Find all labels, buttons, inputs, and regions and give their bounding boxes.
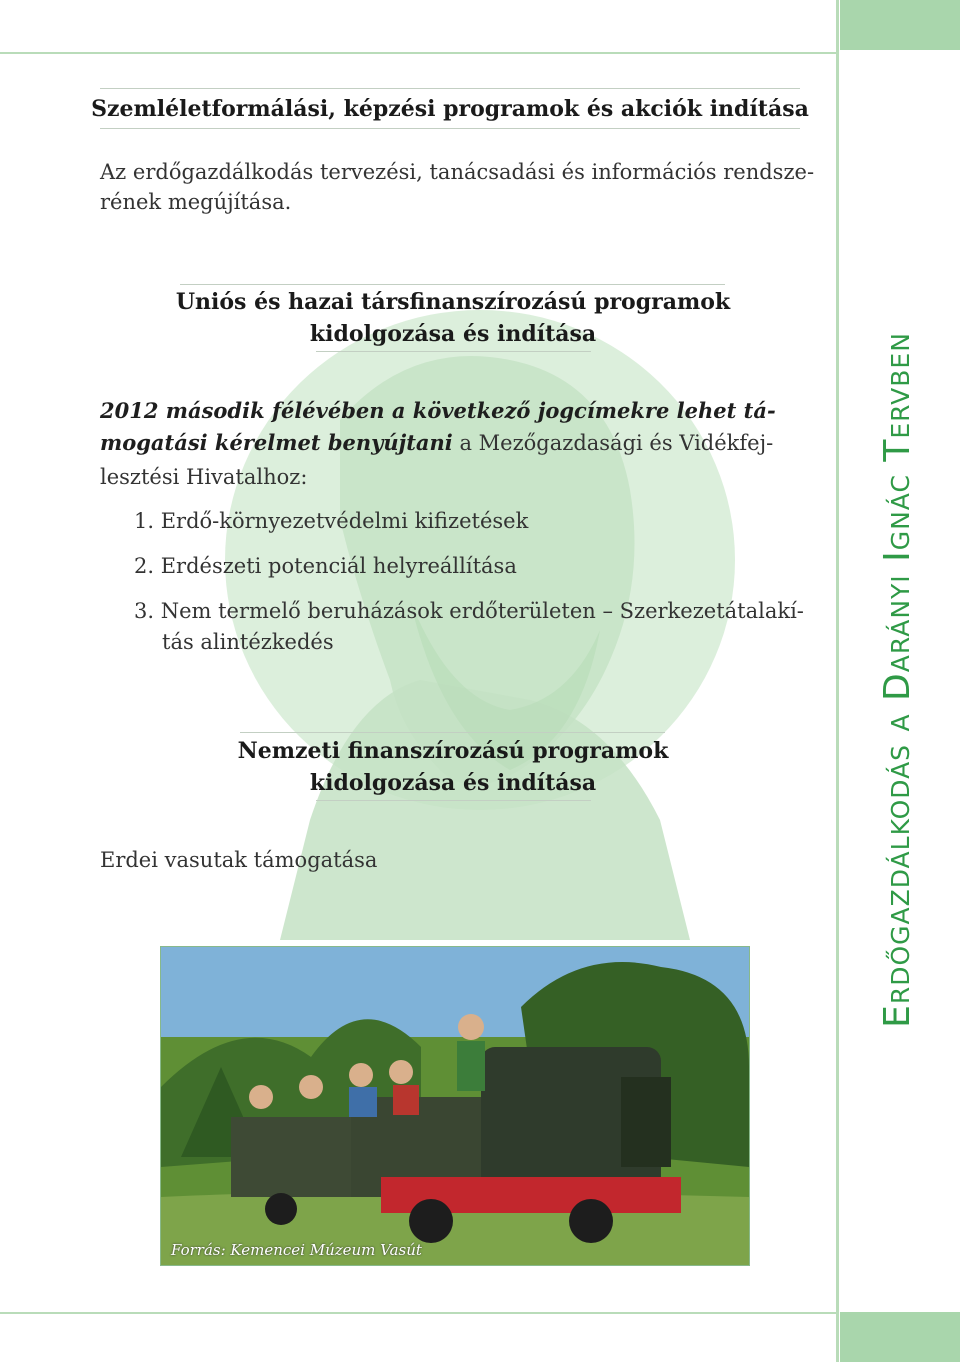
corner-block-top: [840, 0, 960, 50]
heading-rule: [180, 284, 725, 285]
heading-national-programs: kidolgozása és indítása: [309, 770, 597, 796]
heading-rule: [316, 351, 591, 352]
support-text-bold: mogatási kérelmet benyújtani: [100, 430, 453, 455]
heading-rule: [240, 732, 665, 733]
sidebar-title: Erdőgazdálkodás a Darányi Ignác Tervben: [877, 332, 918, 1028]
bottom-border: [0, 1312, 838, 1314]
heading-rule: [100, 88, 800, 89]
heading-rule: [100, 128, 800, 129]
heading-cofinanced-programs: kidolgozása és indítása: [309, 321, 597, 347]
photo-caption: Forrás: Kemencei Múzeum Vasút: [171, 1241, 422, 1259]
heading-awareness-programs: Szemléletformálási, képzési programok és akciók indítása: [91, 96, 809, 122]
list-item: 3. Nem termelő beruházások erdőterületen – Szerkezetátalakí-: [134, 599, 804, 623]
list-item: 2. Erdészeti potenciál helyreállítása: [134, 554, 517, 578]
top-border: [0, 52, 838, 54]
intro-line: Az erdőgazdálkodás tervezési, tanácsadási és információs rendsze-: [100, 160, 815, 184]
heading-national-programs: Nemzeti finanszírozású programok: [237, 738, 669, 764]
forest-railway-photo: [160, 946, 750, 1266]
photo-illustration: [161, 947, 749, 1265]
corner-block-bottom: [840, 1312, 960, 1362]
intro-line: rének megújítása.: [100, 190, 292, 214]
list-item: 1. Erdő-környezetvédelmi kifizetések: [134, 509, 529, 533]
sidebar-divider: [836, 0, 839, 1362]
support-text-line: [100, 428, 773, 458]
support-text-bold: 2012 második félévében a következő jogcímekre lehet tá-: [100, 398, 776, 423]
support-text-rest: a Mezőgazdasági és Vidékfej-: [452, 431, 774, 455]
railways-text: Erdei vasutak támogatása: [100, 848, 378, 872]
heading-cofinanced-programs: Uniós és hazai társfinanszírozású programok: [175, 289, 731, 315]
heading-rule: [316, 800, 591, 801]
list-item: tás alintézkedés: [162, 630, 334, 654]
support-text-line: lesztési Hivatalhoz:: [100, 465, 308, 489]
